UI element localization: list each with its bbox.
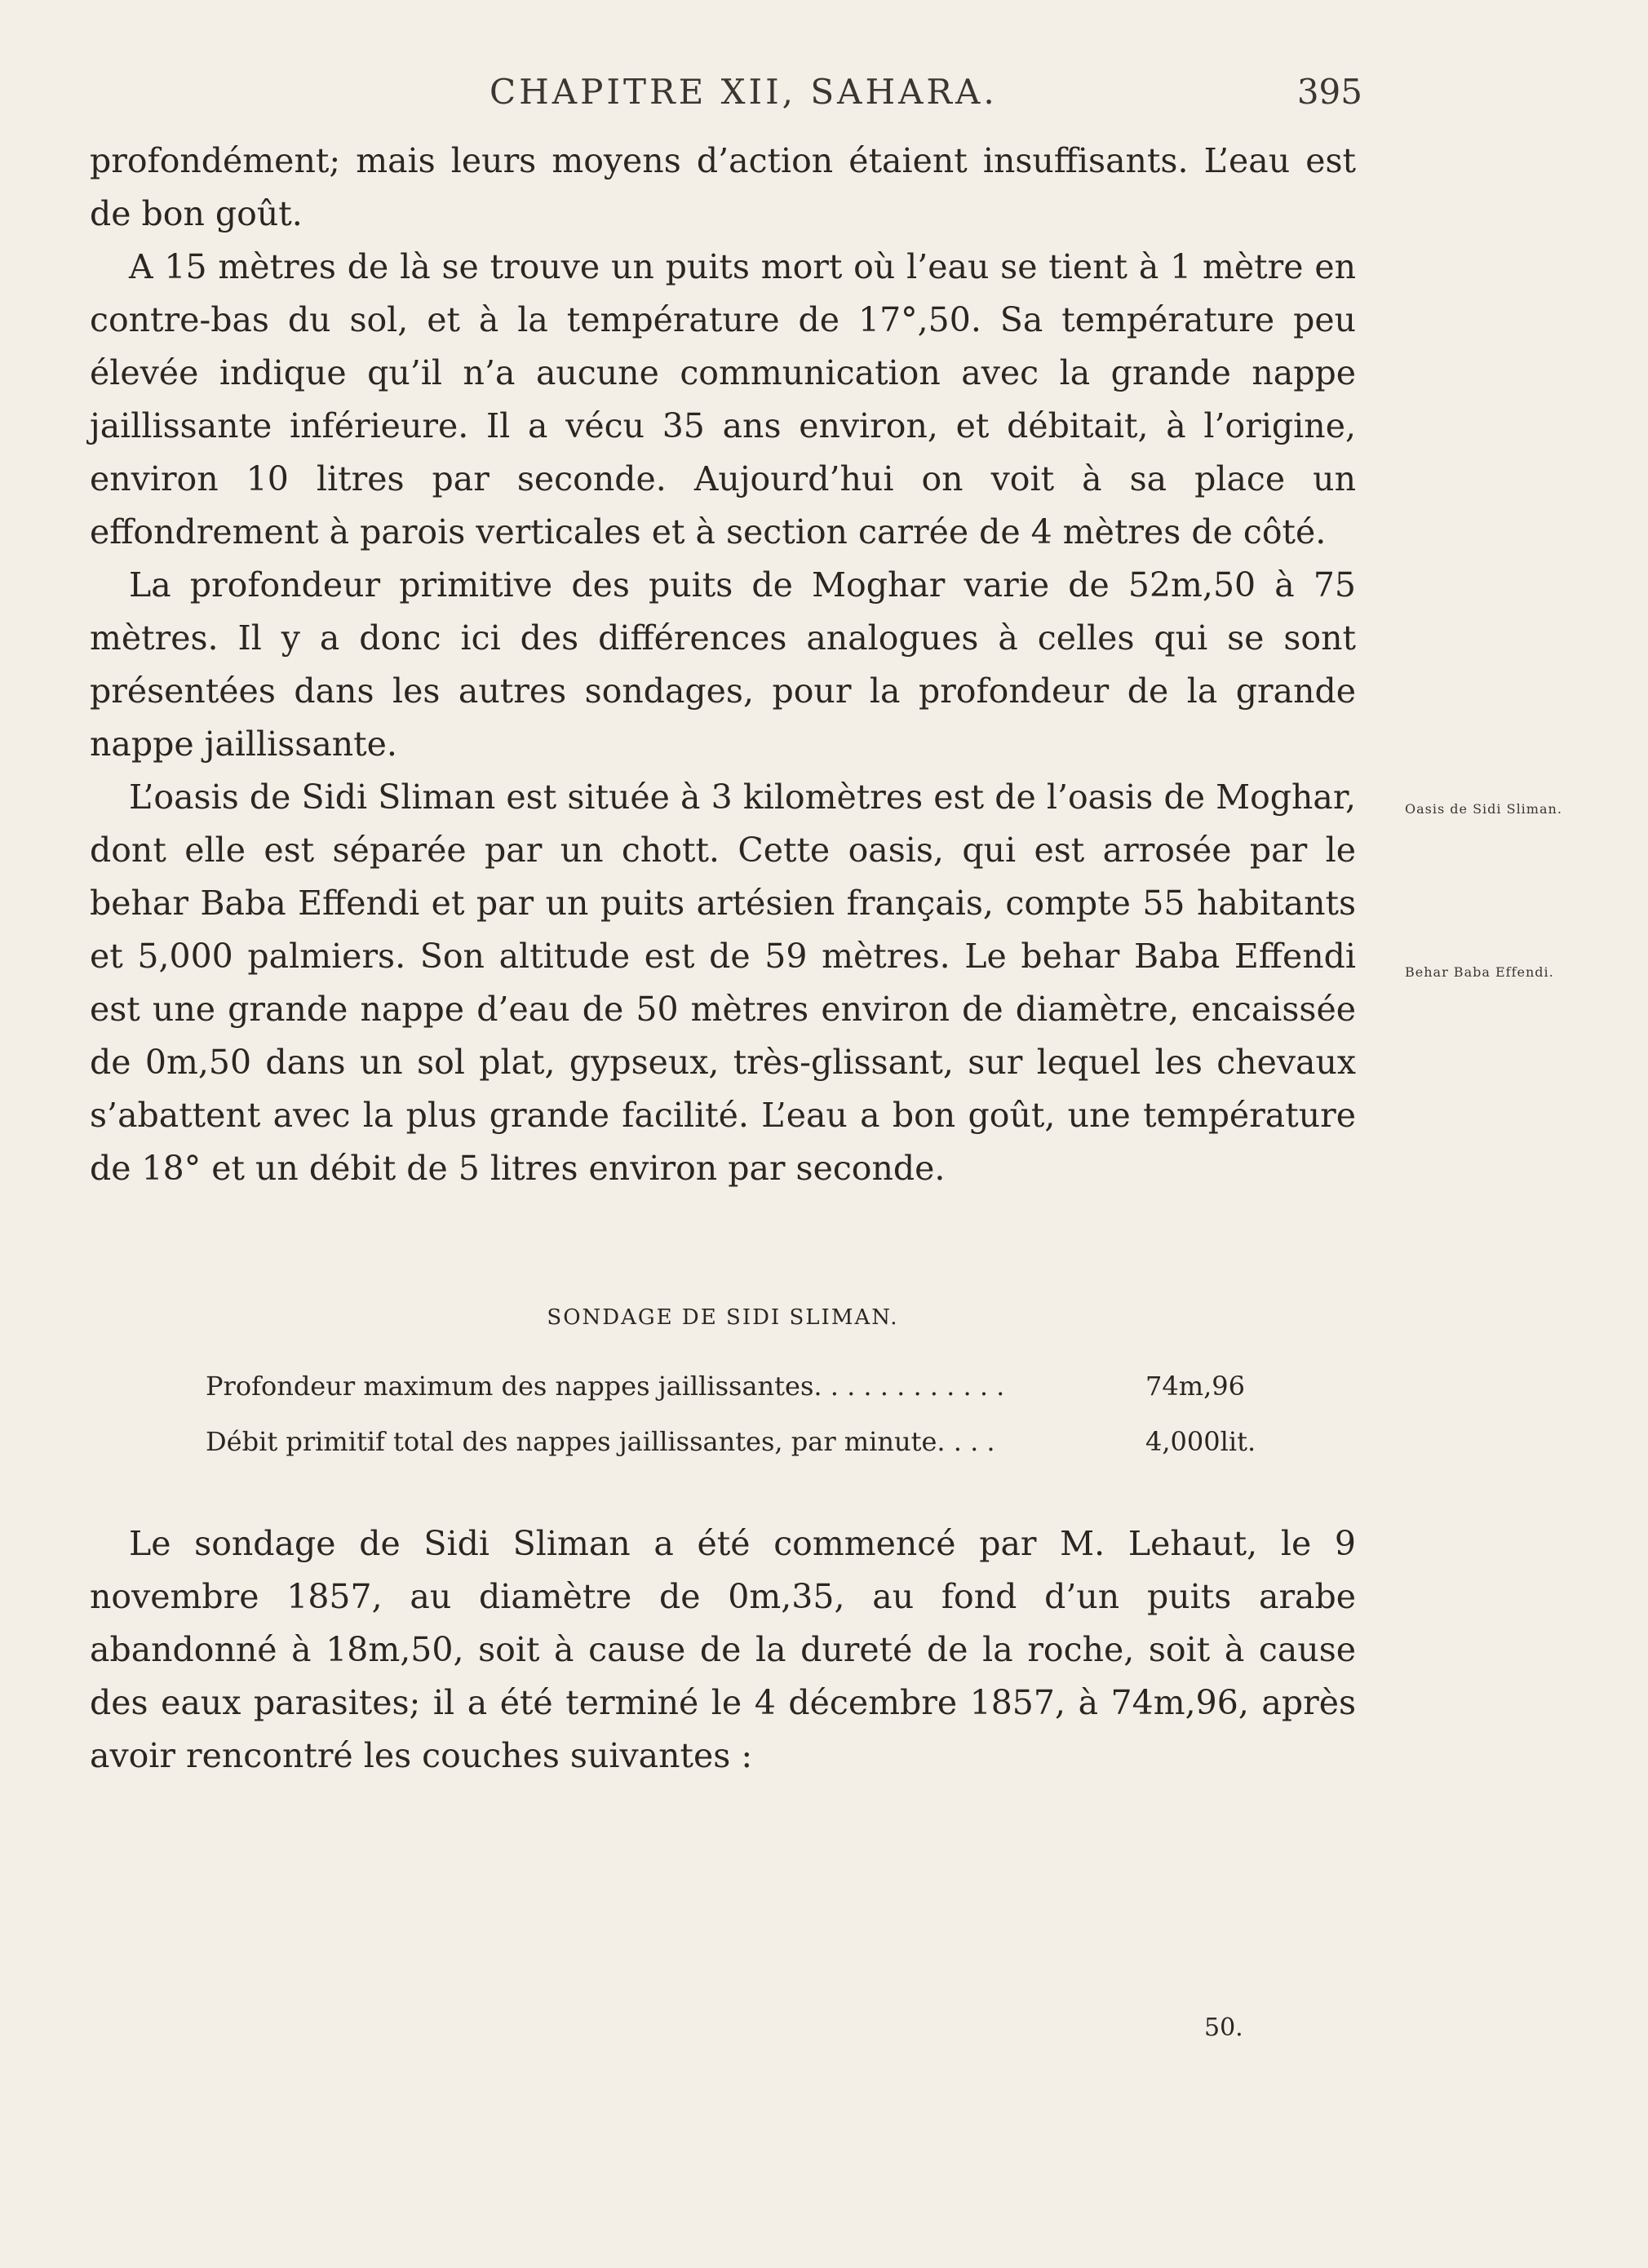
margin-note-oasis-sidi-sliman: Oasis de Sidi Sliman. (1405, 801, 1562, 817)
page-number: 395 (1296, 72, 1362, 112)
paragraph: A 15 mètres de là se trouve un puits mort où l’eau se tient à 1 mètre en contre-bas du sol, et à la température de 17°,50. Sa température peu élevée indique qu’il n’a aucune communication avec la grande nappe jaillissante inférieure. Il a vécu 35 ans environ, et débitait, à l’origine, environ 10 litres par seconde. Aujourd’hui on voit à sa place un effondrement à parois verticales et à section carrée de 4 mètres de côté. (90, 247, 1356, 551)
margin-note-behar-baba-effendi: Behar Baba Effendi. (1405, 964, 1554, 980)
paragraph: L’oasis de Sidi Sliman est située à 3 kilomètres est de l’oasis de Moghar, dont elle est séparée par un chott. Cette oasis, qui est arrosée par le behar Baba Effendi et par un puits artésien français, compte 55 habitants et 5,000 palmiers. Son altitude est de 59 mètres. Le behar Baba Effendi est une grande nappe d’eau de 50 mètres environ de diamètre, encaissée de 0m,50 dans un sol plat, gypseux, très-glissant, sur lequel les chevaux s’abattent avec la plus grande facilité. L’eau a bon goût, une température de 18° et un débit de 5 litres environ par seconde. (90, 777, 1356, 1188)
summary-value: 4,000lit. (1145, 1426, 1256, 1457)
paragraph: La profondeur primitive des puits de Moghar varie de 52m,50 à 75 mètres. Il y a donc ici des différences analogues à celles qui se sont présentées dans les autres sondages, pour la profondeur de la grande nappe jaillissante. (90, 565, 1356, 764)
summary-row (206, 1371, 1266, 1411)
summary-row (206, 1426, 1266, 1467)
body-text-top (90, 135, 1356, 1195)
signature-mark: 50. (1204, 2013, 1243, 2042)
summary-value: 74m,96 (1145, 1371, 1245, 1402)
paragraph: profondément; mais leurs moyens d’action étaient insuffisants. L’eau est de bon goût. (90, 141, 1356, 233)
summary-label: Profondeur maximum des nappes jaillissantes. . . . . . . . . . . . (206, 1371, 1005, 1402)
summary-label: Débit primitif total des nappes jaillissantes, par minute. . . . (206, 1426, 995, 1457)
page-header (90, 72, 1362, 121)
paragraph: Le sondage de Sidi Sliman a été commencé par M. Lehaut, le 9 novembre 1857, au diamètre de 0m,35, au fond d’un puits arabe abandonné à 18m,50, soit à cause de la dureté de la roche, soit à cause des eaux parasites; il a été terminé le 4 décembre 1857, à 74m,96, après avoir rencontré les couches suivantes : (90, 1524, 1356, 1775)
section-title: SONDAGE DE SIDI SLIMAN. (547, 1305, 899, 1330)
body-text-bottom (90, 1517, 1356, 1783)
running-title: CHAPITRE XII, SAHARA. (490, 72, 998, 112)
